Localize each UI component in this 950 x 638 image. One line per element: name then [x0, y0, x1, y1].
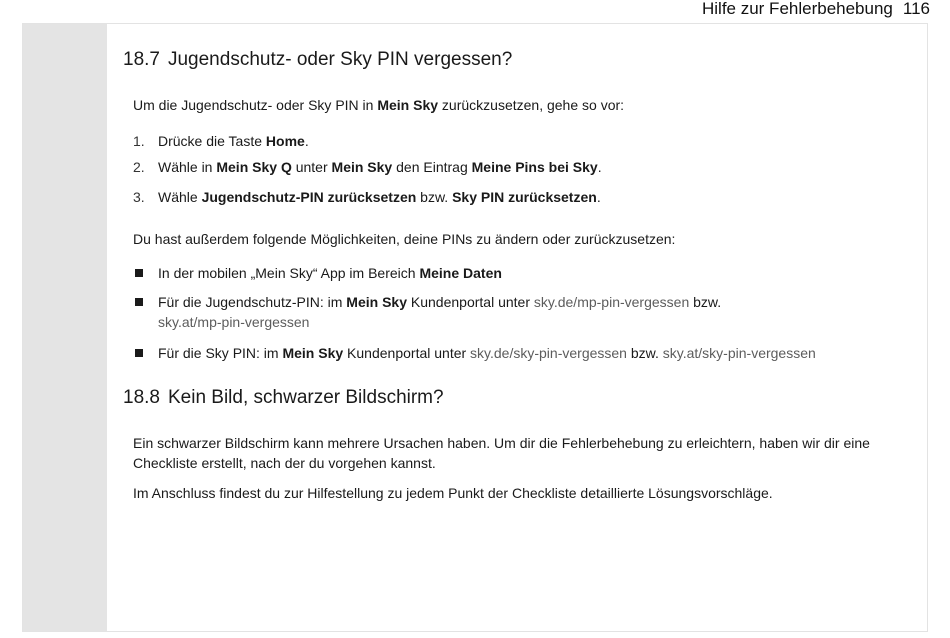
bold-text: Mein Sky — [282, 345, 344, 361]
text: . — [596, 189, 601, 205]
list-marker: 2. — [133, 159, 145, 175]
link-sky-de-mp-pin[interactable]: sky.de/mp-pin-vergessen — [533, 294, 690, 310]
running-header — [702, 0, 930, 22]
text: Um die Jugendschutz- oder Sky PIN in — [133, 97, 378, 113]
text: den Eintrag — [392, 159, 472, 175]
bold-text: Mein Sky — [377, 97, 439, 113]
text: bzw. — [626, 345, 663, 361]
bullet-text — [158, 343, 918, 363]
bullet-square-icon — [135, 298, 143, 306]
bullet-text — [158, 292, 778, 332]
header-title: Hilfe zur Fehlerbehebung — [701, 0, 893, 18]
bold-text: Meine Pins bei Sky — [471, 159, 598, 175]
section-title: Jugendschutz- oder Sky PIN vergessen? — [167, 49, 513, 70]
page-number: 116 — [902, 0, 930, 18]
link-sky-de-sky-pin[interactable]: sky.de/sky-pin-vergessen — [470, 345, 627, 361]
bold-text: Meine Daten — [419, 265, 502, 281]
link-sky-at-mp-pin[interactable]: sky.at/mp-pin-vergessen — [158, 314, 310, 330]
text: zurückzusetzen, gehe so vor: — [438, 97, 625, 113]
bold-text: Jugendschutz-PIN zurücksetzen — [201, 189, 417, 205]
bold-text: Home — [265, 133, 305, 149]
body-paragraph: Im Anschluss findest du zur Hilfestellung zu jedem Punkt der Checkliste detaillierte Lösungsvorschläge. — [133, 485, 773, 501]
section-number: 18.7 — [123, 49, 160, 70]
bold-text: Mein Sky — [346, 294, 407, 310]
list-item-text — [158, 157, 918, 177]
options-intro-paragraph: Du hast außerdem folgende Möglichkeiten, deine PINs zu ändern oder zurückzusetzen: — [133, 231, 676, 247]
bold-text: Mein Sky — [331, 159, 393, 175]
bullet-text — [158, 263, 918, 283]
section-heading-18-8 — [123, 387, 444, 409]
left-margin-bar — [23, 24, 107, 631]
text: Für die Jugendschutz-PIN: im — [158, 294, 347, 310]
link-sky-at-sky-pin[interactable]: sky.at/sky-pin-vergessen — [662, 345, 816, 361]
bullet-square-icon — [135, 269, 143, 277]
text: Wähle — [158, 189, 202, 205]
bold-text: Mein Sky Q — [216, 159, 292, 175]
section-number: 18.8 — [123, 387, 160, 408]
bold-text: Sky PIN zurücksetzen — [452, 189, 597, 205]
text: unter — [291, 159, 332, 175]
text: Wähle in — [158, 159, 217, 175]
text: Kundenportal unter — [407, 294, 534, 310]
text: In der mobilen „Mein Sky“ App im Bereich — [158, 265, 420, 281]
list-marker: 3. — [133, 189, 145, 205]
body-paragraph: Ein schwarzer Bildschirm kann mehrere Ursachen haben. Um dir die Fehlerbehebung zu erleichtern, haben wir dir eine Checkliste erstellt, nach der du vorgehen kannst. — [133, 435, 870, 471]
section-title: Kein Bild, schwarzer Bildschirm? — [167, 387, 444, 408]
text: bzw. — [689, 294, 722, 310]
text: Für die Sky PIN: im — [158, 345, 283, 361]
intro-paragraph — [133, 95, 624, 115]
text: . — [597, 159, 602, 175]
text: bzw. — [416, 189, 453, 205]
bullet-square-icon — [135, 349, 143, 357]
list-item-text — [158, 187, 918, 207]
text: . — [304, 133, 309, 149]
section-heading-18-7 — [123, 49, 512, 71]
list-item-text — [158, 131, 918, 151]
page-frame — [22, 23, 928, 632]
text: Kundenportal unter — [343, 345, 471, 361]
list-marker: 1. — [133, 133, 145, 149]
text: Drücke die Taste — [158, 133, 266, 149]
